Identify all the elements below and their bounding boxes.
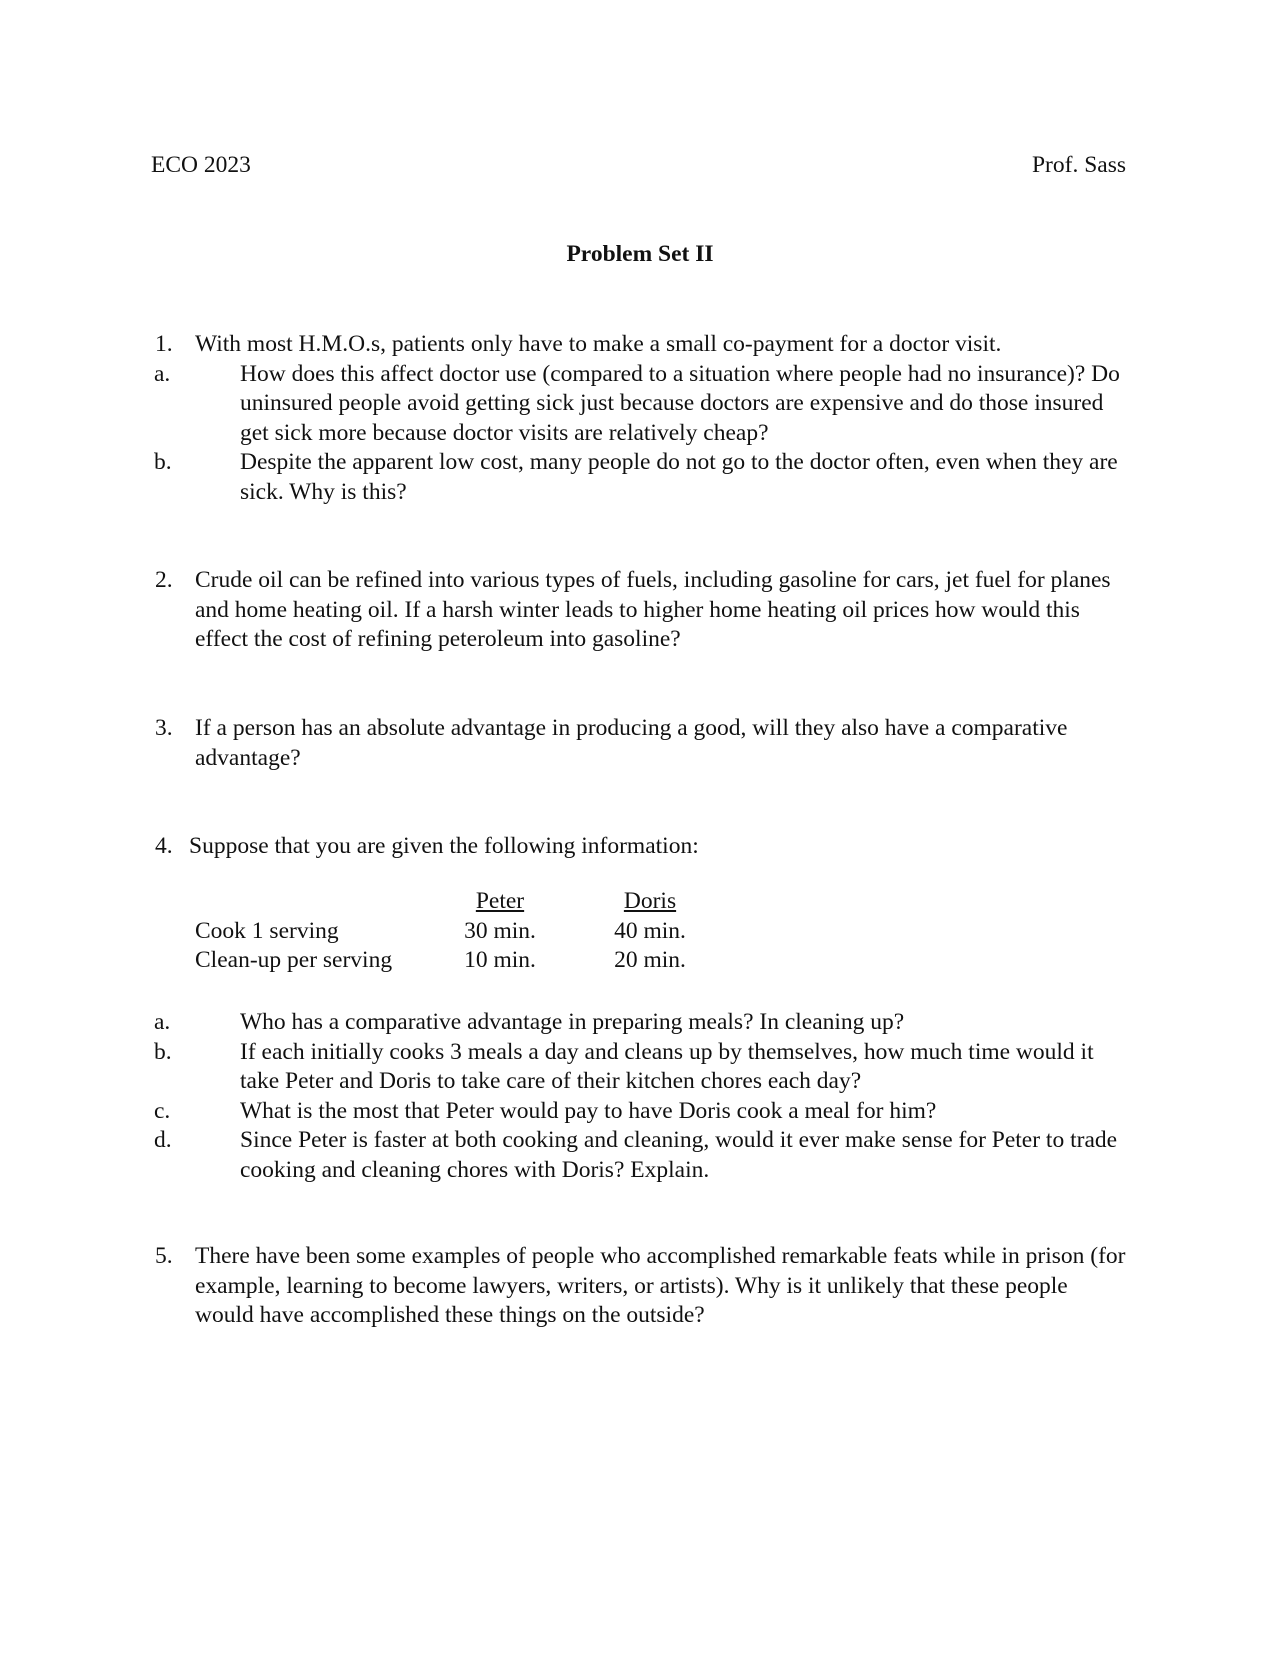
problem-5	[155, 1242, 1130, 1331]
course-code: ECO 2023	[151, 152, 251, 178]
problem-text: Suppose that you are given the following information:	[189, 833, 699, 859]
subpart-text: Since Peter is faster at both cooking and cleaning, would it ever make sense for Peter to trade cooking and cleaning chores with Doris? Explain.	[240, 1127, 1118, 1183]
row-label: Cook 1 serving	[195, 917, 339, 944]
subpart-letter: a.	[154, 1009, 171, 1035]
table-cell: 10 min.	[464, 947, 536, 973]
problem-text: Crude oil can be refined into various types of fuels, including gasoline for cars, jet fuel for planes and home heating oil. If a harsh winter leads to higher home heating oil prices how would this effect the cost of refining peteroleum into gasoline?	[195, 567, 1111, 652]
table-cell: 40 min.	[614, 917, 686, 944]
subpart-1b	[154, 448, 1130, 507]
table-cell: 20 min.	[614, 947, 686, 973]
problem-number: 4.	[155, 833, 173, 859]
problem-4-subparts	[155, 1008, 1130, 1185]
problem-3	[155, 714, 1130, 773]
problem-number: 1.	[155, 331, 173, 357]
subpart-text: Who has a comparative advantage in preparing meals? In cleaning up?	[240, 1009, 905, 1035]
subpart-text: Despite the apparent low cost, many people do not go to the doctor often, even when they are sick. Why is this?	[240, 449, 1118, 505]
problem-text: With most H.M.O.s, patients only have to make a small co-payment for a doctor visit.	[195, 331, 1002, 357]
subpart-letter: b.	[154, 1038, 172, 1065]
subpart-text: What is the most that Peter would pay to have Doris cook a meal for him?	[240, 1097, 937, 1124]
problem-text: There have been some examples of people who accomplished remarkable feats while in prison (for example, learning to become lawyers, writers, or artists). Why is it unlikely that these people would have accomplished these things on the outside?	[195, 1243, 1126, 1328]
subpart-letter: a.	[154, 360, 171, 387]
subpart-4c	[154, 1097, 1130, 1127]
subpart-4d	[154, 1126, 1130, 1185]
problem-2	[155, 566, 1130, 655]
subpart-letter: c.	[154, 1097, 171, 1124]
problem-text: If a person has an absolute advantage in producing a good, will they also have a comparative advantage?	[195, 715, 1068, 771]
instructor-name: Prof. Sass	[1031, 152, 1126, 178]
column-header-peter: Peter	[475, 888, 525, 914]
page-title: Problem Set II	[566, 241, 714, 267]
row-label: Clean-up per serving	[195, 947, 393, 973]
problem-1	[155, 330, 1130, 507]
subpart-1a	[154, 360, 1130, 449]
problem-number: 5.	[155, 1243, 173, 1269]
column-header-doris: Doris	[623, 888, 677, 914]
problem-number: 2.	[155, 567, 173, 593]
problem-4	[155, 832, 1130, 862]
subpart-text: If each initially cooks 3 meals a day and cleans up by themselves, how much time would it take Peter and Doris to take care of their kitchen chores each day?	[240, 1038, 1094, 1094]
subpart-4b	[154, 1038, 1130, 1097]
subpart-text: How does this affect doctor use (compared to a situation where people had no insurance)? Do uninsured people avoid getting sick just because doctors are expensive and do those insured get sick more because doctor visits are relatively cheap?	[240, 360, 1120, 446]
subpart-letter: b.	[154, 449, 172, 475]
subpart-4a	[154, 1008, 1130, 1038]
subpart-letter: d.	[154, 1127, 172, 1153]
table-cell: 30 min.	[464, 917, 536, 944]
problem-number: 3.	[155, 715, 173, 741]
